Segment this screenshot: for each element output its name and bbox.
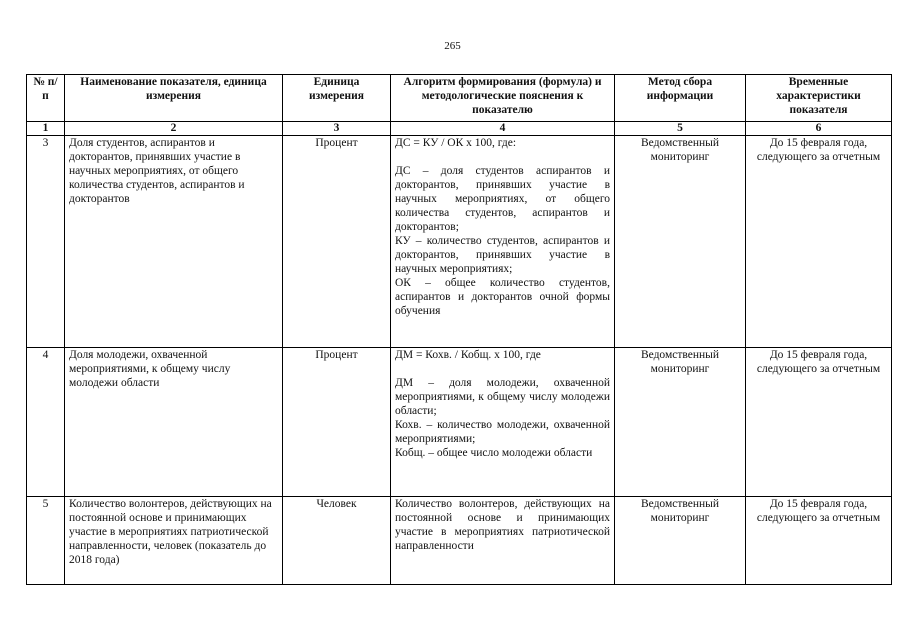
collection-method: Ведомственный мониторинг (615, 136, 746, 348)
algorithm-text: ДС – доля студентов аспирантов и докторантов, принявших участие в научных мероприятиях, от общего количества студентов, аспирантов и докторантов; (395, 165, 610, 233)
header-algorithm: Алгоритм формирования (формула) и методологические пояснения к показателю (391, 75, 615, 122)
collection-method: Ведомственный мониторинг (615, 497, 746, 585)
indicator-algorithm (391, 348, 615, 497)
indicator-name: Количество волонтеров, действующих на постоянной основе и принимающих участие в мероприятиях патриотической направленности, человек (показатель до 2018 года) (65, 497, 283, 585)
indicator-unit: Человек (283, 497, 391, 585)
formula-line: ДС = КУ / ОК х 100, где: (395, 137, 517, 149)
algorithm-text: ОК – общее количество студентов, аспирантов и докторантов очной формы обучения (395, 277, 610, 317)
page-number: 265 (444, 40, 461, 52)
column-number: 1 (27, 122, 65, 136)
column-number: 5 (615, 122, 746, 136)
time-characteristics: До 15 февраля года, следующего за отчетным (746, 497, 892, 585)
time-characteristics: До 15 февраля года, следующего за отчетным (746, 348, 892, 497)
column-number: 2 (65, 122, 283, 136)
column-number: 3 (283, 122, 391, 136)
algorithm-text: ДМ – доля молодежи, охваченной мероприятиями, к общему числу молодежи области; (395, 377, 610, 417)
algorithm-text: Кохв. – количество молодежи, охваченной мероприятиями; (395, 419, 610, 445)
header-method: Метод сбора информации (615, 75, 746, 122)
indicator-name: Доля молодежи, охваченной мероприятиями, к общему числу молодежи области (65, 348, 283, 497)
header-unit: Единица измерения (283, 75, 391, 122)
algorithm-text: КУ – количество студентов, аспирантов и докторантов, принявших участие в научных мероприятиях; (395, 235, 610, 275)
header-time: Временные характеристики показателя (746, 75, 892, 122)
indicator-algorithm (391, 497, 615, 585)
column-number: 4 (391, 122, 615, 136)
indicator-name: Доля студентов, аспирантов и докторантов, принявших участие в научных мероприятиях, от общего количества студентов, аспирантов и докторантов (65, 136, 283, 348)
indicator-unit: Процент (283, 348, 391, 497)
collection-method: Ведомственный мониторинг (615, 348, 746, 497)
indicator-unit: Процент (283, 136, 391, 348)
header-name: Наименование показателя, единица измерения (65, 75, 283, 122)
table-row (27, 348, 892, 497)
table-header-row (27, 75, 892, 122)
table-row (27, 497, 892, 585)
header-num: № п/п (27, 75, 65, 122)
indicators-table (26, 74, 892, 585)
algorithm-text: Кобщ. – общее число молодежи области (395, 447, 593, 459)
indicator-algorithm (391, 136, 615, 348)
formula-line: ДМ = Кохв. / Кобщ. х 100, где (395, 349, 541, 361)
row-number: 5 (27, 497, 65, 585)
column-number-row (27, 122, 892, 136)
row-number: 3 (27, 136, 65, 348)
row-number: 4 (27, 348, 65, 497)
column-number: 6 (746, 122, 892, 136)
time-characteristics: До 15 февраля года, следующего за отчетным (746, 136, 892, 348)
table-row (27, 136, 892, 348)
algorithm-text: Количество волонтеров, действующих на постоянной основе и принимающих участие в мероприятиях патриотической направленности (395, 498, 610, 552)
